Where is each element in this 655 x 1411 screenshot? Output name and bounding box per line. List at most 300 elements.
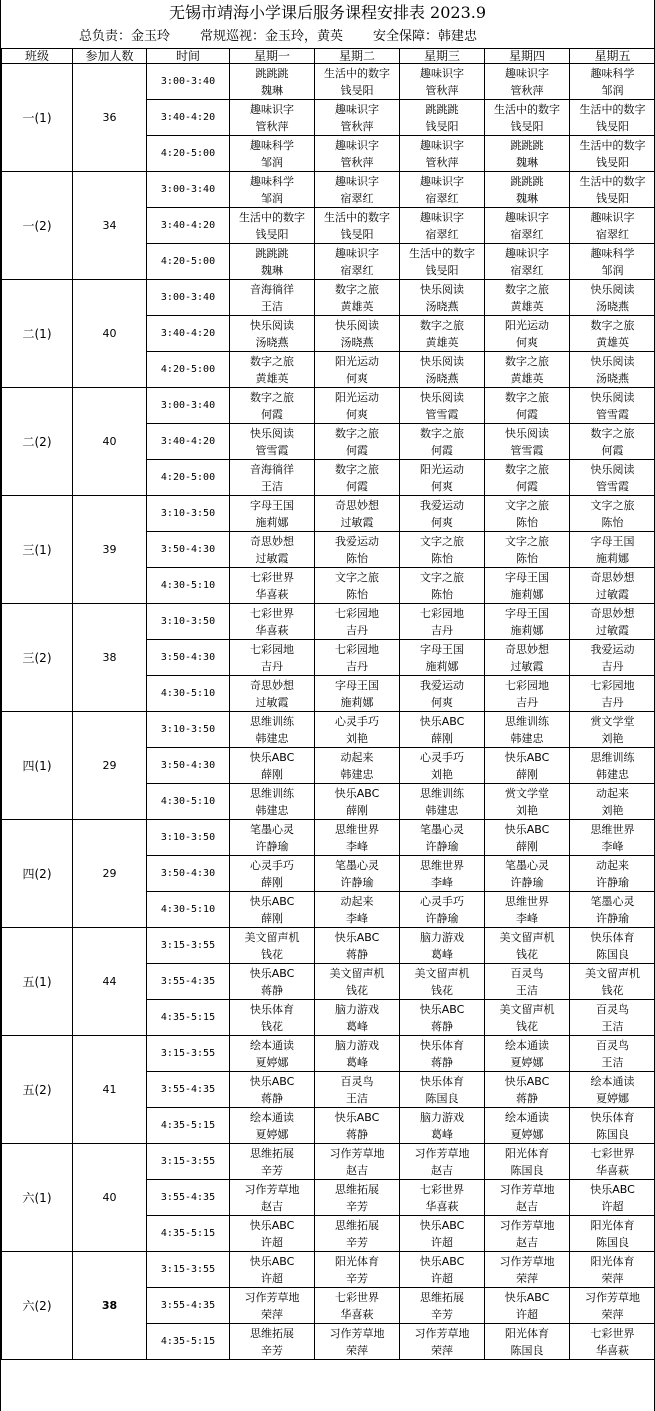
course-name: 心灵手巧: [250, 858, 294, 872]
time-cell: 4:20-5:00: [147, 352, 230, 388]
teacher-name: 邹润: [601, 263, 624, 277]
course-cell: [230, 784, 315, 820]
course-cell: [485, 316, 570, 352]
course-name: 思维拓展: [250, 1326, 294, 1340]
teacher-name: 管雪霞: [255, 443, 289, 457]
course-cell: [400, 1216, 485, 1252]
course-cell: [315, 712, 400, 748]
course-name: 快乐阅读: [590, 462, 635, 476]
course-name: 笔墨心灵: [590, 894, 635, 908]
course-name: 百灵鸟: [340, 1074, 374, 1088]
course-name: 跳跳跳: [510, 174, 544, 188]
course-name: 思维训练: [250, 786, 294, 800]
teacher-name: 韩建忠: [340, 767, 374, 781]
course-name: 阳光运动: [505, 318, 549, 332]
course-cell: [570, 1288, 655, 1324]
course-name: 奇思妙想: [505, 642, 549, 656]
course-name: 百灵鸟: [596, 1038, 629, 1052]
course-name: 赏文学堂: [505, 786, 549, 800]
course-name: 七彩园地: [335, 642, 379, 656]
column-header: 班级: [2, 49, 73, 64]
teacher-name: 管雪霞: [425, 407, 459, 421]
course-name: 快乐阅读: [335, 318, 379, 332]
course-cell: [570, 244, 655, 280]
course-name: 脑力游戏: [420, 930, 464, 944]
teacher-name: 管雪霞: [596, 407, 629, 421]
course-cell: [315, 136, 400, 172]
course-cell: [315, 1072, 400, 1108]
teacher-name: 王洁: [601, 1055, 624, 1069]
course-cell: [230, 424, 315, 460]
course-cell: [230, 964, 315, 1000]
course-name: 思维训练: [250, 714, 294, 728]
participant-count-cell: 39: [73, 496, 147, 604]
course-cell: [570, 964, 655, 1000]
course-cell: [485, 388, 570, 424]
course-cell: [570, 1180, 655, 1216]
course-cell: [315, 388, 400, 424]
course-cell: [485, 748, 570, 784]
teacher-name: 陈怡: [346, 551, 368, 565]
participant-count-cell: 40: [73, 388, 147, 496]
table-row: [2, 280, 655, 316]
course-cell: [400, 496, 485, 532]
teacher-name: 韩建忠: [510, 731, 544, 745]
course-name: 七彩园地: [505, 678, 549, 692]
teacher-name: 何霞: [601, 443, 624, 457]
teacher-name: 过敏霞: [340, 515, 374, 529]
teacher-name: 许静瑜: [340, 875, 374, 889]
course-cell: [570, 280, 655, 316]
teacher-name: 宿翠红: [510, 227, 544, 241]
course-name: 数字之旅: [250, 354, 294, 368]
course-name: 阳光体育: [590, 1218, 635, 1232]
teacher-name: 陈怡: [431, 587, 453, 601]
course-cell: [315, 1108, 400, 1144]
course-cell: [230, 64, 315, 100]
course-cell: [485, 172, 570, 208]
course-cell: [230, 1108, 315, 1144]
course-cell: [230, 136, 315, 172]
course-cell: [400, 856, 485, 892]
teacher-name: 韩建忠: [596, 767, 629, 781]
column-header: 时间: [147, 49, 230, 64]
teacher-name: 夏婷娜: [510, 1127, 544, 1141]
course-name: 生活中的数字: [324, 210, 390, 224]
course-cell: [570, 856, 655, 892]
course-name: 字母王国: [505, 570, 549, 584]
time-cell: 3:40-4:20: [147, 424, 230, 460]
course-cell: [315, 64, 400, 100]
course-name: 脑力游戏: [335, 1038, 379, 1052]
course-cell: [485, 928, 570, 964]
course-cell: [315, 172, 400, 208]
class-name-cell: 五(2): [2, 1036, 73, 1144]
teacher-name: 宿翠红: [340, 191, 374, 205]
course-cell: [315, 964, 400, 1000]
course-name: 百灵鸟: [596, 1002, 629, 1016]
teacher-name: 管秋萍: [255, 119, 289, 133]
course-cell: [570, 712, 655, 748]
teacher-name: 辛芳: [346, 1235, 368, 1249]
course-cell: [230, 604, 315, 640]
course-cell: [400, 64, 485, 100]
course-name: 我爱运动: [335, 534, 379, 548]
course-cell: [485, 424, 570, 460]
teacher-name: 薛刚: [516, 767, 538, 781]
course-cell: [400, 676, 485, 712]
course-cell: [485, 1252, 570, 1288]
course-name: 生活中的数字: [579, 138, 646, 152]
course-name: 动起来: [340, 750, 374, 764]
course-cell: [315, 640, 400, 676]
course-cell: [315, 1324, 400, 1360]
course-cell: [400, 604, 485, 640]
course-cell: [485, 1288, 570, 1324]
table-row: [2, 928, 655, 964]
course-name: 快乐ABC: [334, 930, 380, 944]
course-cell: [485, 64, 570, 100]
course-cell: [230, 1180, 315, 1216]
time-cell: 3:40-4:20: [147, 208, 230, 244]
teacher-name: 过敏霞: [255, 695, 289, 709]
time-cell: 3:10-3:50: [147, 712, 230, 748]
course-name: 趣味识字: [335, 246, 379, 260]
teacher-name: 施莉娜: [255, 515, 289, 529]
course-cell: [315, 784, 400, 820]
course-name: 阳光体育: [335, 1254, 379, 1268]
class-name-cell: 一(2): [2, 172, 73, 280]
teacher-name: 钱旻阳: [596, 191, 629, 205]
course-name: 阳光运动: [420, 462, 464, 476]
course-name: 数字之旅: [505, 462, 549, 476]
course-name: 七彩世界: [590, 1146, 635, 1160]
teacher-name: 魏琳: [261, 83, 283, 97]
time-cell: 4:35-5:15: [147, 1216, 230, 1252]
course-name: 快乐ABC: [249, 1074, 295, 1088]
course-cell: [315, 568, 400, 604]
teacher-name: 蒋静: [261, 983, 283, 997]
teacher-name: 宿翠红: [596, 227, 629, 241]
teacher-name: 蒋静: [346, 1127, 368, 1141]
teacher-name: 管秋萍: [425, 155, 459, 169]
course-name: 奇思妙想: [250, 678, 294, 692]
time-cell: 4:20-5:00: [147, 244, 230, 280]
course-name: 习作芳草地: [414, 1326, 470, 1340]
course-cell: [485, 712, 570, 748]
course-name: 生活中的数字: [239, 210, 305, 224]
course-cell: [315, 352, 400, 388]
course-cell: [570, 532, 655, 568]
teacher-name: 黄雄英: [596, 335, 629, 349]
course-name: 快乐ABC: [249, 894, 295, 908]
teacher-name: 钱旻阳: [340, 227, 374, 241]
teacher-name: 许超: [431, 1271, 453, 1285]
teacher-name: 管秋萍: [340, 119, 374, 133]
course-cell: [230, 928, 315, 964]
course-name: 奇思妙想: [590, 606, 635, 620]
participant-count-cell: 40: [73, 280, 147, 388]
course-cell: [315, 316, 400, 352]
teacher-name: 陈国良: [510, 1343, 544, 1357]
teacher-name: 钱花: [261, 1019, 283, 1033]
course-name: 阳光体育: [590, 1254, 635, 1268]
course-name: 跳跳跳: [510, 138, 544, 152]
course-name: 快乐体育: [420, 1074, 464, 1088]
course-cell: [400, 568, 485, 604]
teacher-name: 过敏霞: [255, 551, 289, 565]
course-name: 快乐ABC: [249, 1254, 295, 1268]
course-name: 快乐体育: [590, 930, 635, 944]
participant-count-cell: 40: [73, 1144, 147, 1252]
table-row: [2, 64, 655, 100]
course-name: 我爱运动: [420, 498, 464, 512]
participant-count-cell: 44: [73, 928, 147, 1036]
course-name: 思维世界: [505, 894, 549, 908]
course-cell: [230, 172, 315, 208]
column-header: 参加人数: [73, 49, 147, 64]
course-cell: [485, 784, 570, 820]
course-cell: [570, 172, 655, 208]
course-name: 脑力游戏: [335, 1002, 379, 1016]
course-name: 美文留声机: [329, 966, 385, 980]
course-name: 趣味识字: [420, 66, 464, 80]
teacher-name: 华喜萩: [255, 587, 289, 601]
course-cell: [485, 568, 570, 604]
course-name: 快乐ABC: [249, 750, 295, 764]
teacher-name: 葛峰: [346, 1019, 368, 1033]
teacher-name: 许静瑜: [596, 875, 629, 889]
teacher-name: 汤晓燕: [340, 335, 374, 349]
course-cell: [315, 820, 400, 856]
course-cell: [315, 1216, 400, 1252]
course-cell: [230, 640, 315, 676]
teacher-name: 何爽: [346, 407, 368, 421]
course-cell: [400, 1252, 485, 1288]
teacher-name: 王洁: [601, 1019, 624, 1033]
course-name: 七彩园地: [420, 606, 464, 620]
course-name: 美文留声机: [585, 966, 640, 980]
course-name: 快乐阅读: [590, 282, 635, 296]
course-name: 数字之旅: [335, 282, 379, 296]
course-cell: [485, 460, 570, 496]
course-cell: [230, 712, 315, 748]
teacher-name: 荣萍: [601, 1307, 624, 1321]
course-name: 七彩世界: [250, 570, 294, 584]
course-name: 趣味识字: [505, 66, 549, 80]
course-cell: [485, 1000, 570, 1036]
course-name: 美文留声机: [499, 1002, 555, 1016]
time-cell: 3:55-4:35: [147, 1072, 230, 1108]
table-row: [2, 604, 655, 640]
course-cell: [570, 1252, 655, 1288]
course-name: 心灵手巧: [420, 750, 464, 764]
table-row: [2, 1252, 655, 1288]
course-cell: [230, 568, 315, 604]
course-name: 趣味识字: [590, 210, 635, 224]
course-name: 文字之旅: [420, 534, 464, 548]
time-cell: 3:55-4:35: [147, 964, 230, 1000]
course-cell: [485, 964, 570, 1000]
course-name: 习作芳草地: [499, 1218, 555, 1232]
course-cell: [485, 208, 570, 244]
course-cell: [400, 784, 485, 820]
course-name: 快乐ABC: [249, 966, 295, 980]
teacher-name: 吉丹: [601, 659, 624, 673]
course-cell: [570, 928, 655, 964]
course-name: 思维拓展: [420, 1290, 464, 1304]
time-cell: 4:35-5:15: [147, 1000, 230, 1036]
time-cell: 3:10-3:50: [147, 496, 230, 532]
course-name: 字母王国: [590, 534, 635, 548]
teacher-name: 荣萍: [431, 1343, 453, 1357]
course-cell: [485, 244, 570, 280]
course-name: 阳光体育: [505, 1146, 549, 1160]
course-cell: [485, 1216, 570, 1252]
course-cell: [570, 1324, 655, 1360]
course-name: 阳光运动: [335, 390, 379, 404]
course-cell: [400, 928, 485, 964]
teacher-name: 韩建忠: [425, 803, 459, 817]
time-cell: 4:30-5:10: [147, 784, 230, 820]
course-name: 数字之旅: [420, 318, 464, 332]
teacher-name: 钱花: [431, 983, 453, 997]
teacher-name: 许超: [431, 1235, 453, 1249]
time-cell: 3:15-3:55: [147, 1036, 230, 1072]
column-header: 星期五: [570, 49, 655, 64]
teacher-name: 李峰: [346, 911, 368, 925]
teacher-name: 过敏霞: [510, 659, 544, 673]
time-cell: 3:15-3:55: [147, 928, 230, 964]
teacher-name: 薛刚: [516, 839, 538, 853]
course-name: 生活中的数字: [409, 246, 475, 260]
course-name: 趣味科学: [590, 66, 635, 80]
course-name: 趣味识字: [420, 210, 464, 224]
teacher-name: 钱花: [346, 983, 368, 997]
teacher-name: 薛刚: [261, 767, 283, 781]
course-cell: [400, 712, 485, 748]
teacher-name: 汤晓燕: [596, 299, 629, 313]
course-name: 跳跳跳: [255, 246, 289, 260]
course-cell: [400, 1108, 485, 1144]
teacher-name: 刘艳: [516, 803, 538, 817]
table-row: [2, 1144, 655, 1180]
teacher-name: 陈国良: [596, 947, 629, 961]
teacher-name: 夏婷娜: [255, 1127, 289, 1141]
teacher-name: 赵吉: [516, 1235, 538, 1249]
course-name: 思维世界: [590, 822, 635, 836]
teacher-name: 陈国良: [596, 1235, 629, 1249]
course-cell: [400, 424, 485, 460]
column-header: 星期二: [315, 49, 400, 64]
participant-count-cell: 36: [73, 64, 147, 172]
course-cell: [485, 1180, 570, 1216]
course-cell: [230, 676, 315, 712]
course-name: 趣味识字: [335, 174, 379, 188]
teacher-name: 汤晓燕: [425, 299, 459, 313]
course-name: 数字之旅: [335, 426, 379, 440]
table-row: [2, 496, 655, 532]
course-cell: [485, 640, 570, 676]
teacher-name: 华喜萩: [255, 623, 289, 637]
teacher-name: 施莉娜: [340, 695, 374, 709]
course-name: 音海徜徉: [250, 462, 294, 476]
course-name: 赏文学堂: [590, 714, 635, 728]
course-cell: [570, 1144, 655, 1180]
course-name: 趣味科学: [250, 138, 294, 152]
course-name: 文字之旅: [335, 570, 379, 584]
course-name: 快乐ABC: [504, 1290, 550, 1304]
time-cell: 4:30-5:10: [147, 568, 230, 604]
course-name: 阳光运动: [335, 354, 379, 368]
time-cell: 3:50-4:30: [147, 748, 230, 784]
course-cell: [400, 820, 485, 856]
teacher-name: 葛峰: [346, 1055, 368, 1069]
course-cell: [485, 676, 570, 712]
course-cell: [315, 424, 400, 460]
course-cell: [315, 604, 400, 640]
class-name-cell: 三(2): [2, 604, 73, 712]
course-name: 习作芳草地: [329, 1326, 385, 1340]
teacher-name: 管雪霞: [510, 443, 544, 457]
course-cell: [570, 1000, 655, 1036]
teacher-name: 管秋萍: [425, 83, 459, 97]
teacher-name: 何霞: [516, 407, 538, 421]
time-cell: 3:15-3:55: [147, 1144, 230, 1180]
course-cell: [315, 892, 400, 928]
teacher-name: 吉丹: [516, 695, 538, 709]
teacher-name: 黄雄英: [510, 299, 544, 313]
course-name: 文字之旅: [590, 498, 635, 512]
teacher-name: 魏琳: [516, 155, 538, 169]
class-name-cell: 六(2): [2, 1252, 73, 1360]
course-cell: [400, 1324, 485, 1360]
teacher-name: 何霞: [431, 443, 453, 457]
teacher-name: 薛刚: [261, 875, 283, 889]
course-name: 习作芳草地: [499, 1254, 555, 1268]
course-name: 笔墨心灵: [420, 822, 464, 836]
course-cell: [570, 1072, 655, 1108]
teacher-name: 李峰: [516, 911, 538, 925]
responsibility-line: [1, 26, 654, 48]
course-name: 七彩园地: [335, 606, 379, 620]
course-cell: [485, 1324, 570, 1360]
course-name: 笔墨心灵: [335, 858, 379, 872]
teacher-name: 王洁: [516, 983, 538, 997]
course-cell: [400, 748, 485, 784]
class-name-cell: 二(1): [2, 280, 73, 388]
course-cell: [570, 640, 655, 676]
course-cell: [315, 1252, 400, 1288]
schedule-body: [2, 64, 655, 1360]
course-name: 七彩世界: [250, 606, 294, 620]
course-name: 快乐ABC: [504, 750, 550, 764]
course-cell: [230, 820, 315, 856]
course-cell: [315, 928, 400, 964]
teacher-name: 汤晓燕: [425, 371, 459, 385]
time-cell: 3:00-3:40: [147, 172, 230, 208]
time-cell: 3:50-4:30: [147, 532, 230, 568]
teacher-name: 华喜萩: [340, 1307, 374, 1321]
course-cell: [315, 1180, 400, 1216]
course-name: 快乐阅读: [420, 282, 464, 296]
teacher-name: 王洁: [346, 1091, 368, 1105]
course-name: 文字之旅: [505, 534, 549, 548]
teacher-name: 钱花: [261, 947, 283, 961]
course-name: 字母王国: [250, 498, 294, 512]
course-cell: [485, 136, 570, 172]
course-name: 美文留声机: [414, 966, 470, 980]
